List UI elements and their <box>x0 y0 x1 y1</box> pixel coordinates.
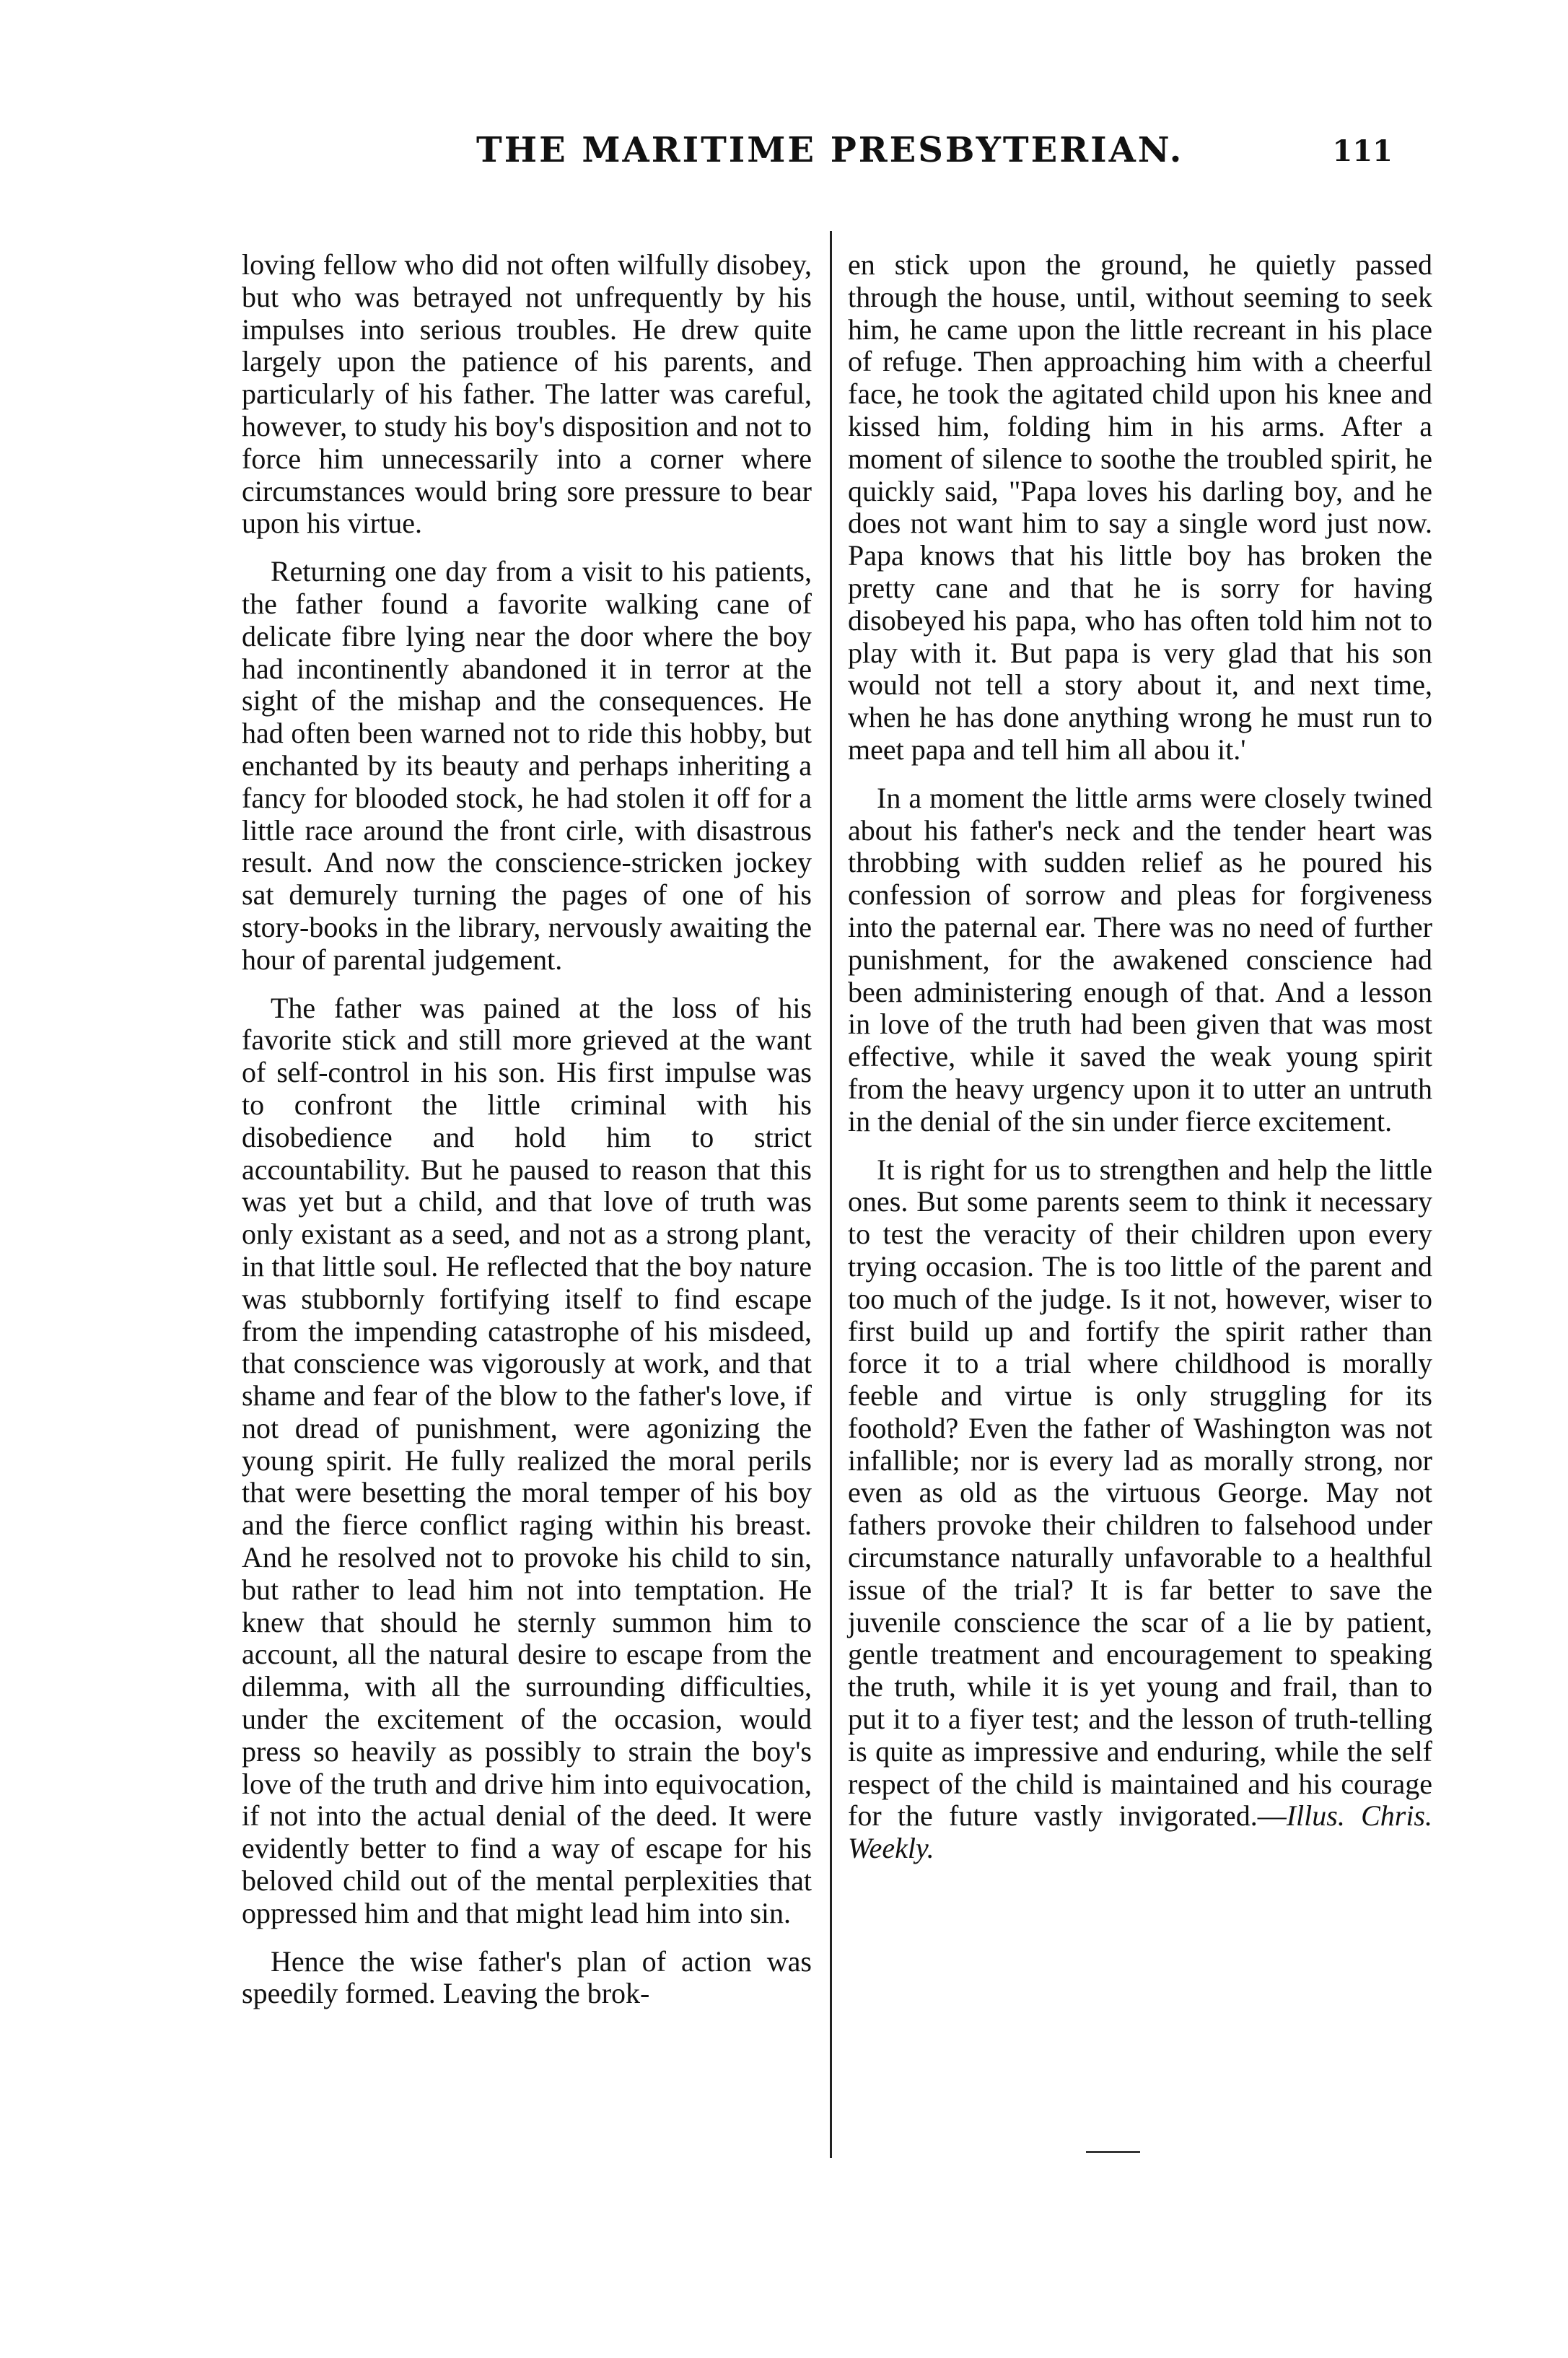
paragraph: loving fellow who did not often wilfully disobey, but who was betrayed not unfrequently by his impulses into serious troubles. He drew quite largely upon the patience of his parents, and particularly of his father. The latter was careful, however, to study his boy's disposition and not to force him unnecessarily into a corner where circumstances would bring sore pressure to bear upon his virtue. <box>242 248 812 540</box>
paragraph <box>848 1154 1432 1866</box>
end-rule <box>1086 2151 1140 2153</box>
publication-title: THE MARITIME PRESBYTERIAN. <box>476 130 1184 170</box>
page-header <box>469 130 1393 195</box>
right-column <box>848 249 1432 1881</box>
left-column <box>242 249 812 2026</box>
paragraph: In a moment the little arms were closely twined about his father's neck and the tender heart was throbbing with sudden relief as he poured his confession of sorrow and pleas for forgiveness into the paternal ear. There was no need of further punishment, for the awakened conscience had been administering enough of that. And a lesson in love of the truth had been given that was most effective, while it saved the weak young spirit from the heavy urgency upon it to utter an untruth in the denial of the sin under fierce excitement. <box>848 781 1432 1137</box>
paragraph-text: It is right for us to strengthen and help the little ones. But some parents seem to think it necessary to test the veracity of their children upon every trying occasion. The is too little of the parent and too much of the judge. Is it not, however, wiser to first build up and fortify the spirit rather than force it to a trial where childhood is morally feeble and virtue is only struggling for its foothold? Even the father of Washington was not infallible; nor is every lad as morally strong, nor even as old as the virtuous George. May not fathers provoke their children to falsehood under circumstance naturally unfavorable to a healthful issue of the trial? It is far better to save the juvenile conscience the scar of a lie by patient, gentle treatment and encouragement to speaking the truth, while it is yet young and frail, than to put it to a fiyer test; and the lesson of truth-telling is quite as impressive and enduring, while the self respect of the child is maintained and his courage for the future vastly invigorated.— <box>848 1153 1432 1833</box>
paragraph: Hence the wise father's plan of action was speedily formed. Leaving the brok- <box>242 1944 812 2010</box>
source-attribution: Illus. Chris. Weekly. <box>848 1799 1433 1865</box>
paragraph: The father was pained at the loss of his favorite stick and still more grieved at the want of self-control in his son. His first impulse was to confront the little criminal with his disobedience and hold him to strict accountability. But he paused to reason that this was yet but a child, and that love of truth was only existant as a seed, and not as a strong plant, in that little soul. He reflected that the boy nature was stubbornly fortifying itself to find escape from the impending catastrophe of his misdeed, that conscience was vigorously at work, and that shame and fear of the blow to the father's love, if not dread of punishment, were agonizing the young spirit. He fully realized the moral perils that were besetting the moral temper of his boy and the fierce conflict raging within his breast. And he resolved not to provoke his child to sin, but rather to lead him not into temptation. He knew that should he sternly summon him to account, all the natural desire to escape from the dilemma, with all the surrounding difficulties, under the excitement of the occasion, would press so heavily as possibly to strain the boy's love of the truth and drive him into equivocation, if not into the actual denial of the deed. It were evidently better to find a way of escape for his beloved child out of the mental perplexities that oppressed him and that might lead him into sin. <box>242 991 812 1929</box>
paragraph: Returning one day from a visit to his patients, the father found a favorite walking cane of delicate fibre lying near the door where the boy had incontinently abandoned it in terror at the sight of the mishap and the consequences. He had often been warned not to ride this hobby, but enchanted by its beauty and perhaps inheriting a fancy for blooded stock, he had stolen it off for a little race around the front cirle, with disastrous result. And now the conscience-stricken jockey sat demurely turning the pages of one of his story-books in the library, nervously awaiting the hour of parental judgement. <box>242 555 812 976</box>
paragraph: en stick upon the ground, he quietly passed through the house, until, without seeming to seek him, he came upon the little recreant in his place of refuge. Then approaching him with a cheerful face, he took the agitated child upon his knee and kissed him, folding him in his arms. After a moment of silence to soothe the troubled spirit, he quickly said, "Papa loves his darling boy, and he does not want him to say a single word just now. Papa knows that his little boy has broken the pretty cane and that he is sorry for having disobeyed his papa, who has often told him not to play with it. But papa is very glad that his son would not tell a story about it, and next time, when he has done anything wrong he must run to meet papa and tell him all abou it.' <box>848 248 1432 766</box>
page-number: 111 <box>1332 134 1393 168</box>
column-divider <box>830 231 832 2158</box>
